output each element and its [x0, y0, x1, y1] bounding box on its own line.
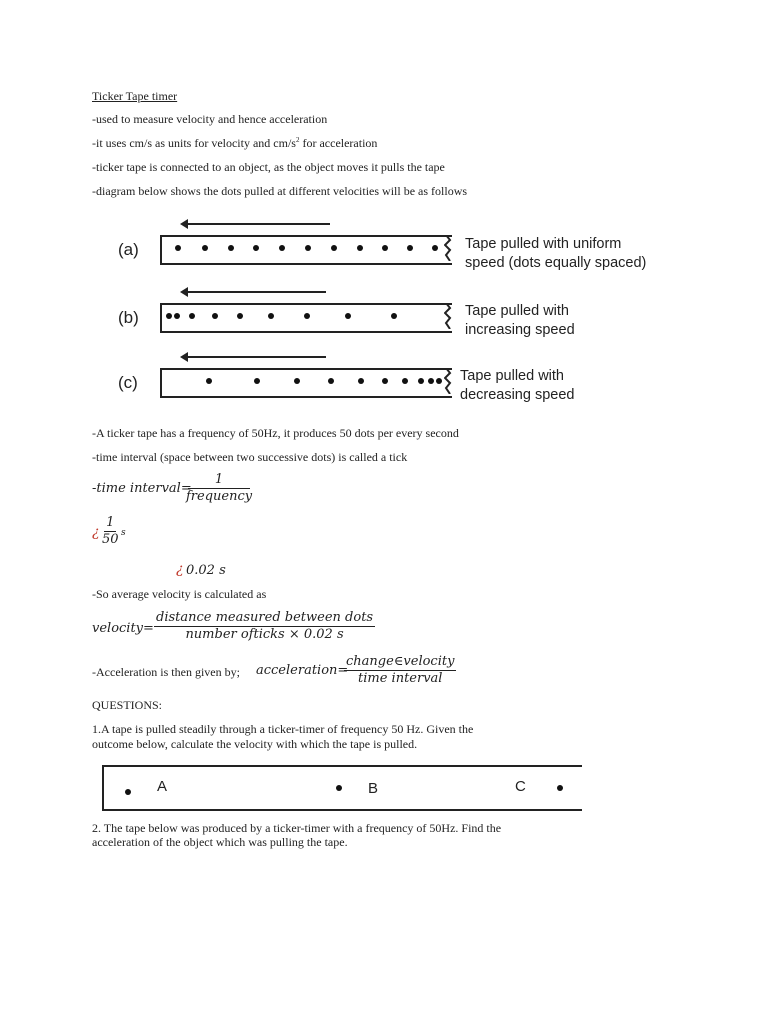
acceleration-fraction [344, 654, 456, 687]
q1-line-2: outcome below, calculate the velocity with which the tape is pulled. [92, 737, 418, 751]
intro-line-2-text: -it uses cm/s as units for velocity and cm/s [92, 136, 296, 150]
questions-heading: QUESTIONS: [92, 698, 163, 712]
step1-fraction [102, 515, 119, 548]
average-velocity-line: -So average velocity is calculated as [92, 587, 267, 601]
tape-caption-a-1: Tape pulled with uniform [465, 236, 622, 252]
time-interval-den: frequency [186, 489, 253, 504]
tape-dot [206, 378, 212, 384]
tape-dot [294, 378, 300, 384]
tape-caption-b-1: Tape pulled with [465, 303, 569, 319]
page-title: Ticker Tape timer [92, 89, 178, 103]
step1-den: 50 [102, 532, 119, 547]
tape-caption-a-2: speed (dots equally spaced) [465, 255, 647, 271]
velocity-fraction [154, 610, 375, 643]
tape-dot [212, 313, 218, 319]
step1-unit: s [121, 528, 126, 538]
direction-arrow-a [186, 223, 330, 225]
tape-dot [305, 245, 311, 251]
tick-line: -time interval (space between two successive dots) is called a tick [92, 450, 408, 464]
acceleration-lhs: acceleration= [256, 663, 349, 678]
time-interval-lhs: -time interval= [92, 481, 192, 496]
acceleration-den: time interval [358, 671, 443, 686]
tape-dot [357, 245, 363, 251]
tape-dot [382, 378, 388, 384]
tape-dot [237, 313, 243, 319]
intro-line-4: -diagram below shows the dots pulled at different velocities will be as follows [92, 184, 468, 198]
acceleration-num: change∈velocity [346, 654, 455, 669]
time-interval-num: 1 [188, 472, 250, 489]
tape-caption-b [465, 302, 575, 340]
q1-dot [336, 785, 342, 791]
q1-label-c: C [515, 778, 526, 795]
direction-arrow-c [186, 356, 326, 358]
tape-caption-c [460, 367, 574, 405]
acceleration-line: -Acceleration is then given by; [92, 665, 240, 679]
q1-line-1: 1.A tape is pulled steadily through a ticker-timer of frequency 50 Hz. Given the [92, 722, 474, 736]
tape-dot [436, 378, 442, 384]
tape-dot [331, 245, 337, 251]
intro-line-2 [92, 136, 377, 151]
tape-dot [174, 313, 180, 319]
intro-line-2-tail: for acceleration [299, 136, 378, 150]
tape-dot [175, 245, 181, 251]
frequency-line: -A ticker tape has a frequency of 50Hz, it produces 50 dots per every second [92, 426, 459, 440]
q1-dot [125, 789, 131, 795]
tape-dot [382, 245, 388, 251]
tape-dot [304, 313, 310, 319]
velocity-lhs: velocity= [92, 621, 154, 636]
tape-c [160, 368, 450, 394]
tape-a [160, 235, 450, 261]
tape-dot [391, 313, 397, 319]
tape-tag-b: (b) [118, 308, 139, 327]
velocity-den: number ofticks × 0.02 s [185, 627, 344, 642]
q2-line-1: 2. The tape below was produced by a ticker-timer with a frequency of 50Hz. Find the [92, 821, 502, 835]
q1-tape [102, 765, 582, 811]
q1-label-a: A [157, 778, 168, 795]
direction-arrow-b [186, 291, 326, 293]
tape-tag-c: (c) [118, 373, 138, 392]
tape-caption-c-1: Tape pulled with [460, 368, 564, 384]
tape-dot [202, 245, 208, 251]
tape-dot [189, 313, 195, 319]
tape-dot [166, 313, 172, 319]
step2-value: 0.02 s [186, 563, 226, 578]
intro-line-2-sup: 2 [295, 136, 300, 144]
tape-dot [428, 378, 434, 384]
intro-line-1: -used to measure velocity and hence acceleration [92, 112, 328, 126]
tape-dot [253, 245, 259, 251]
tape-dot [228, 245, 234, 251]
tape-dot [407, 245, 413, 251]
step2-glyph: ¿ [176, 561, 184, 577]
intro-line-3: -ticker tape is connected to an object, as the object moves it pulls the tape [92, 160, 445, 174]
tape-dot [358, 378, 364, 384]
q2-line-2: acceleration of the object which was pulling the tape. [92, 835, 348, 849]
tape-caption-c-2: decreasing speed [460, 387, 575, 403]
tape-dot [254, 378, 260, 384]
tape-caption-a [465, 235, 646, 273]
tape-dot [418, 378, 424, 384]
tape-tag-a: (a) [118, 240, 139, 259]
tape-dot [279, 245, 285, 251]
tape-dot [402, 378, 408, 384]
q1-dot [557, 785, 563, 791]
time-interval-fraction [186, 472, 252, 505]
step1-num: 1 [106, 515, 115, 530]
tape-b [160, 303, 450, 329]
tape-dot [268, 313, 274, 319]
velocity-num: distance measured between dots [156, 610, 374, 625]
tape-dot [328, 378, 334, 384]
tape-dot [432, 245, 438, 251]
q1-label-b: B [368, 780, 379, 797]
tape-caption-b-2: increasing speed [465, 322, 575, 338]
step1-glyph: ¿ [92, 524, 100, 540]
tape-dot [345, 313, 351, 319]
